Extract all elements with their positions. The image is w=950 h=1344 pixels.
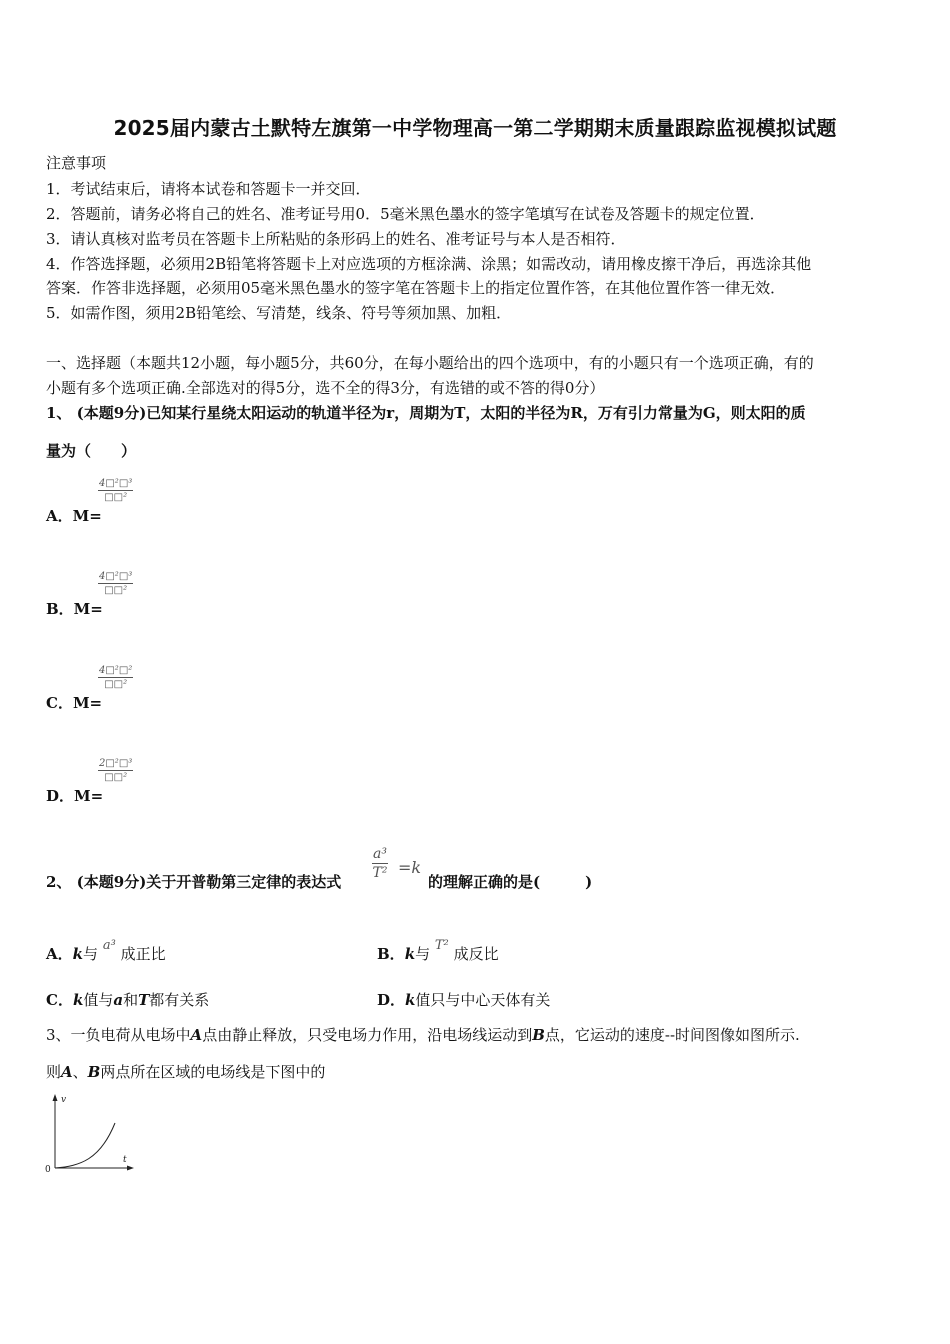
- formula-numerator: 2□²□³: [99, 758, 133, 769]
- kepler-formula: [372, 846, 388, 881]
- formula-denominator: □□²: [104, 585, 128, 596]
- q1-option-b-formula: [98, 571, 133, 596]
- formula-denominator: □□²: [104, 492, 128, 503]
- q1-option-a-formula: [98, 478, 133, 503]
- notice-item: 答案．作答非选择题，必须用05毫米黑色墨水的签字笔在答题卡上的指定位置作答，在其他位置作答一律无效．: [46, 279, 786, 297]
- q2-option-c: C．k值与a和T都有关系: [46, 991, 210, 1009]
- section-heading-line: 一、选择题（本题共12小题，每小题5分，共60分，在每小题给出的四个选项中，有的小题只有一个选项正确，有的: [46, 354, 814, 372]
- question-2-stem-suffix: 的理解正确的是( ): [428, 873, 593, 891]
- velocity-curve: [55, 1123, 115, 1168]
- formula-numerator: a³: [373, 846, 387, 862]
- question-3-stem: 3、一负电荷从电场中A点由静止释放，只受电场力作用，沿电场线运动到B点，它运动的速度--时间图像如图所示.: [46, 1026, 800, 1044]
- formula-numerator: 4□²□³: [99, 478, 133, 489]
- notice-item: 4．作答选择题，必须用2B铅笔将答题卡上对应选项的方框涂满、涂黑；如需改动，请用橡皮擦干净后，再选涂其他: [46, 255, 812, 273]
- q2-option-b: B．k与 T² 成反比: [377, 938, 499, 963]
- x-axis-label: t: [123, 1155, 127, 1165]
- notice-heading: 注意事项: [46, 154, 107, 172]
- q1-option-c: C．M=: [46, 694, 103, 712]
- y-axis-arrow: [53, 1094, 58, 1101]
- question-2-stem-prefix: 2、 (本题9分)关于开普勒第三定律的表达式: [46, 873, 342, 891]
- notice-item: 2．答题前，请务必将自己的姓名、准考证号用0．5毫米黑色墨水的签字笔填写在试卷及答题卡的规定位置．: [46, 205, 765, 223]
- formula-denominator: □□²: [104, 772, 128, 783]
- q1-option-d: D．M=: [46, 787, 104, 805]
- notice-item: 5．如需作图，须用2B铅笔绘、写清楚，线条、符号等须加黑、加粗．: [46, 304, 512, 322]
- formula-numerator: 4□²□²: [99, 665, 133, 676]
- notice-item: 3．请认真核对监考员在答题卡上所粘贴的条形码上的姓名、准考证号与本人是否相符．: [46, 230, 626, 248]
- math-symbol: a³: [102, 938, 116, 953]
- page-title: 2025届内蒙古土默特左旗第一中学物理高一第二学期期末质量跟踪监视模拟试题: [113, 116, 837, 140]
- q1-option-a: A．M=: [46, 507, 102, 525]
- q2-option-a: A．k与 a³ 成正比: [46, 938, 166, 963]
- section-heading-line: 小题有多个选项正确.全部选对的得5分，选不全的得3分，有选错的或不答的得0分）: [46, 379, 605, 397]
- x-axis-arrow: [127, 1166, 134, 1171]
- velocity-time-graph: [40, 1090, 140, 1180]
- q1-option-d-formula: [98, 758, 133, 783]
- formula-numerator: 4□²□³: [99, 571, 133, 582]
- question-1-stem: 量为（ ）: [46, 442, 137, 460]
- q1-option-b: B．M=: [46, 600, 103, 618]
- kepler-formula-equals: =k: [398, 858, 422, 877]
- question-1-stem: 1、 (本题9分)已知某行星绕太阳运动的轨道半径为r，周期为T，太阳的半径为R，万有引力常量为G，则太阳的质: [46, 404, 806, 422]
- question-3-stem: 则A、B两点所在区域的电场线是下图中的: [46, 1063, 326, 1081]
- formula-denominator: □□²: [104, 679, 128, 690]
- formula-denominator: T²: [372, 865, 388, 881]
- origin-label: 0: [45, 1165, 51, 1175]
- y-axis-label: v: [61, 1095, 67, 1105]
- q2-option-d: D．k值只与中心天体有关: [377, 991, 551, 1009]
- q1-option-c-formula: [98, 665, 133, 690]
- notice-item: 1．考试结束后，请将本试卷和答题卡一并交回．: [46, 180, 371, 198]
- math-symbol: T²: [434, 938, 449, 953]
